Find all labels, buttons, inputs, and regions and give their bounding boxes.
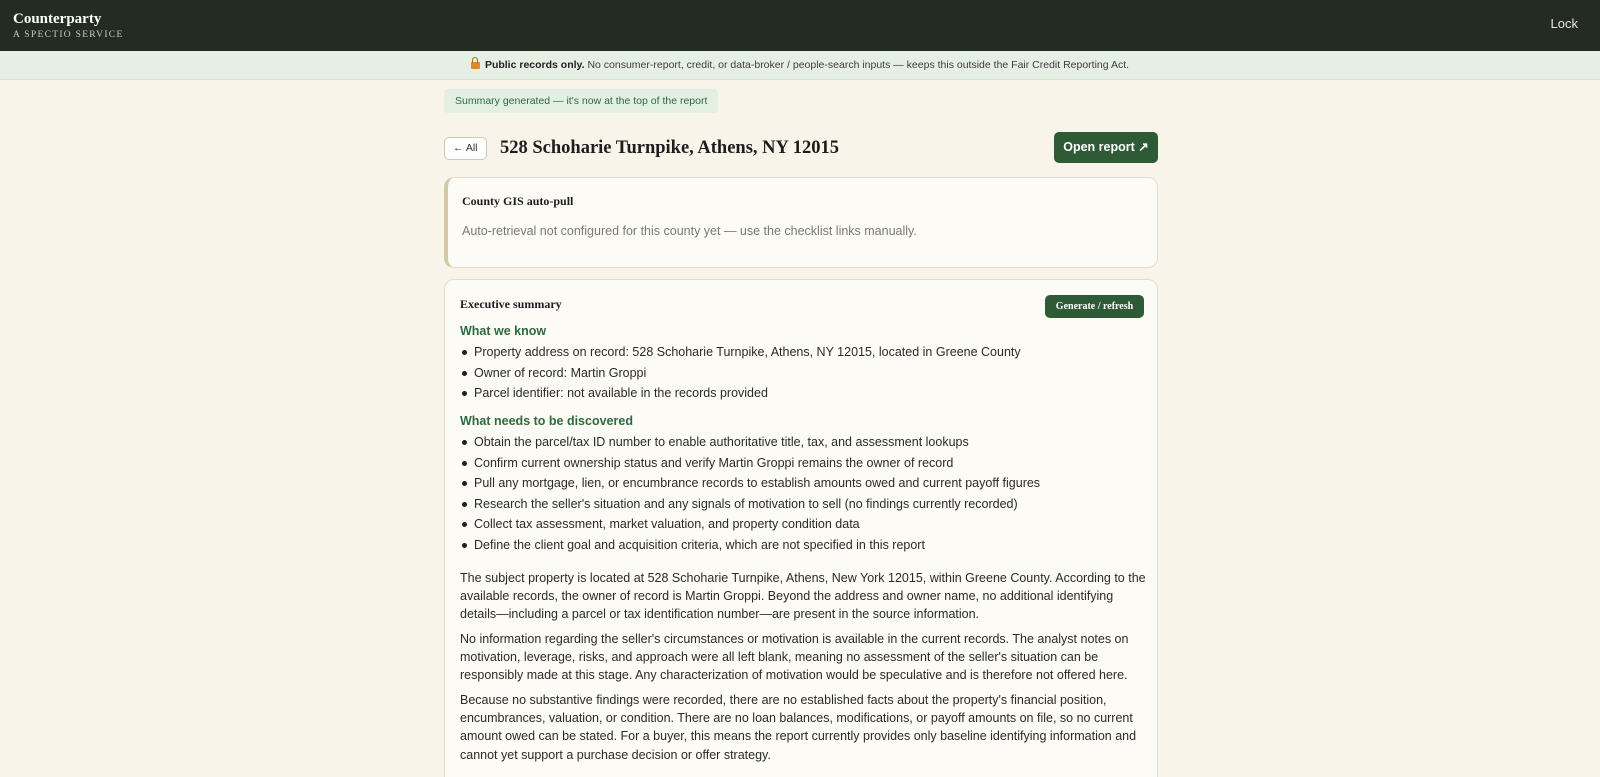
brand[interactable]: [13, 10, 124, 42]
list-item: Collect tax assessment, market valuation, and property condition data: [460, 514, 1040, 535]
county-gis-card: [444, 177, 1158, 268]
summary-paragraph: Because no substantive findings were recorded, there are no established facts about the property's financial position, encumbrances, valuation, or condition. There are no loan balances, modifications, or payoff amounts on file, so no current amount owed can be stated. For a buyer, this means the report currently provides only baseline identifying information and cannot yet support a purchase decision or offer strategy.: [460, 693, 1137, 762]
back-all-button[interactable]: ← All: [444, 137, 487, 160]
gis-message: Auto-retrieval not configured for this county yet — use the checklist links manually.: [462, 224, 917, 238]
list-item: Parcel identifier: not available in the records provided: [460, 383, 1021, 404]
brand-name: Counterparty: [13, 11, 102, 27]
discover-list: [460, 432, 1040, 555]
status-toast: Summary generated — it's now at the top of the report: [444, 89, 718, 113]
summary-title: Executive summary: [460, 297, 562, 311]
list-item: Owner of record: Martin Groppi: [460, 363, 1021, 384]
what-we-know-heading: What we know: [460, 324, 547, 338]
known-list: [460, 342, 1021, 404]
summary-paragraph: No information regarding the seller's circumstances or motivation is available in the current records. The analyst notes on motivation, leverage, risks, and approach were all left blank, meaning no assessment of the seller's situation can be responsibly made at this stage. Any characterization of motivation would be speculative and is therefore not offered here.: [460, 632, 1129, 683]
lock-button[interactable]: Lock: [1550, 16, 1578, 31]
list-item: Pull any mortgage, lien, or encumbrance records to establish amounts owed and current payoff figures: [460, 473, 1040, 494]
summary-paragraph: The subject property is located at 528 Schoharie Turnpike, Athens, New York 12015, within Greene County. According to the available records, the owner of record is Martin Groppi. Beyond the address and owner name, no additional identifying details—including a parcel or tax identification number—are present in the source information.: [460, 571, 1146, 622]
notice-text: No consumer-report, credit, or data-broker / people-search inputs — keeps this outside the Fair Credit Reporting Act.: [587, 59, 1130, 71]
lock-icon: [471, 62, 480, 69]
open-report-button[interactable]: Open report ↗: [1054, 132, 1158, 163]
list-item: Confirm current ownership status and verify Martin Groppi remains the owner of record: [460, 453, 1040, 474]
notice-bold: Public records only.: [484, 59, 585, 71]
brand-subtitle: A SPECTIO SERVICE: [13, 30, 124, 40]
public-records-notice: [0, 51, 1600, 80]
generate-refresh-button[interactable]: Generate / refresh: [1045, 295, 1144, 318]
top-bar: [0, 0, 1600, 51]
executive-summary-card: [444, 279, 1158, 777]
list-item: Research the seller's situation and any signals of motivation to sell (no findings currently recorded): [460, 494, 1040, 515]
list-item: Obtain the parcel/tax ID number to enable authoritative title, tax, and assessment lookups: [460, 432, 1040, 453]
list-item: Property address on record: 528 Schoharie Turnpike, Athens, NY 12015, located in Greene County: [460, 342, 1021, 363]
what-needs-discovered-heading: What needs to be discovered: [460, 414, 633, 428]
list-item: Define the client goal and acquisition criteria, which are not specified in this report: [460, 535, 1040, 556]
gis-title: County GIS auto-pull: [462, 194, 574, 208]
page-title: 528 Schoharie Turnpike, Athens, NY 12015: [500, 138, 840, 158]
